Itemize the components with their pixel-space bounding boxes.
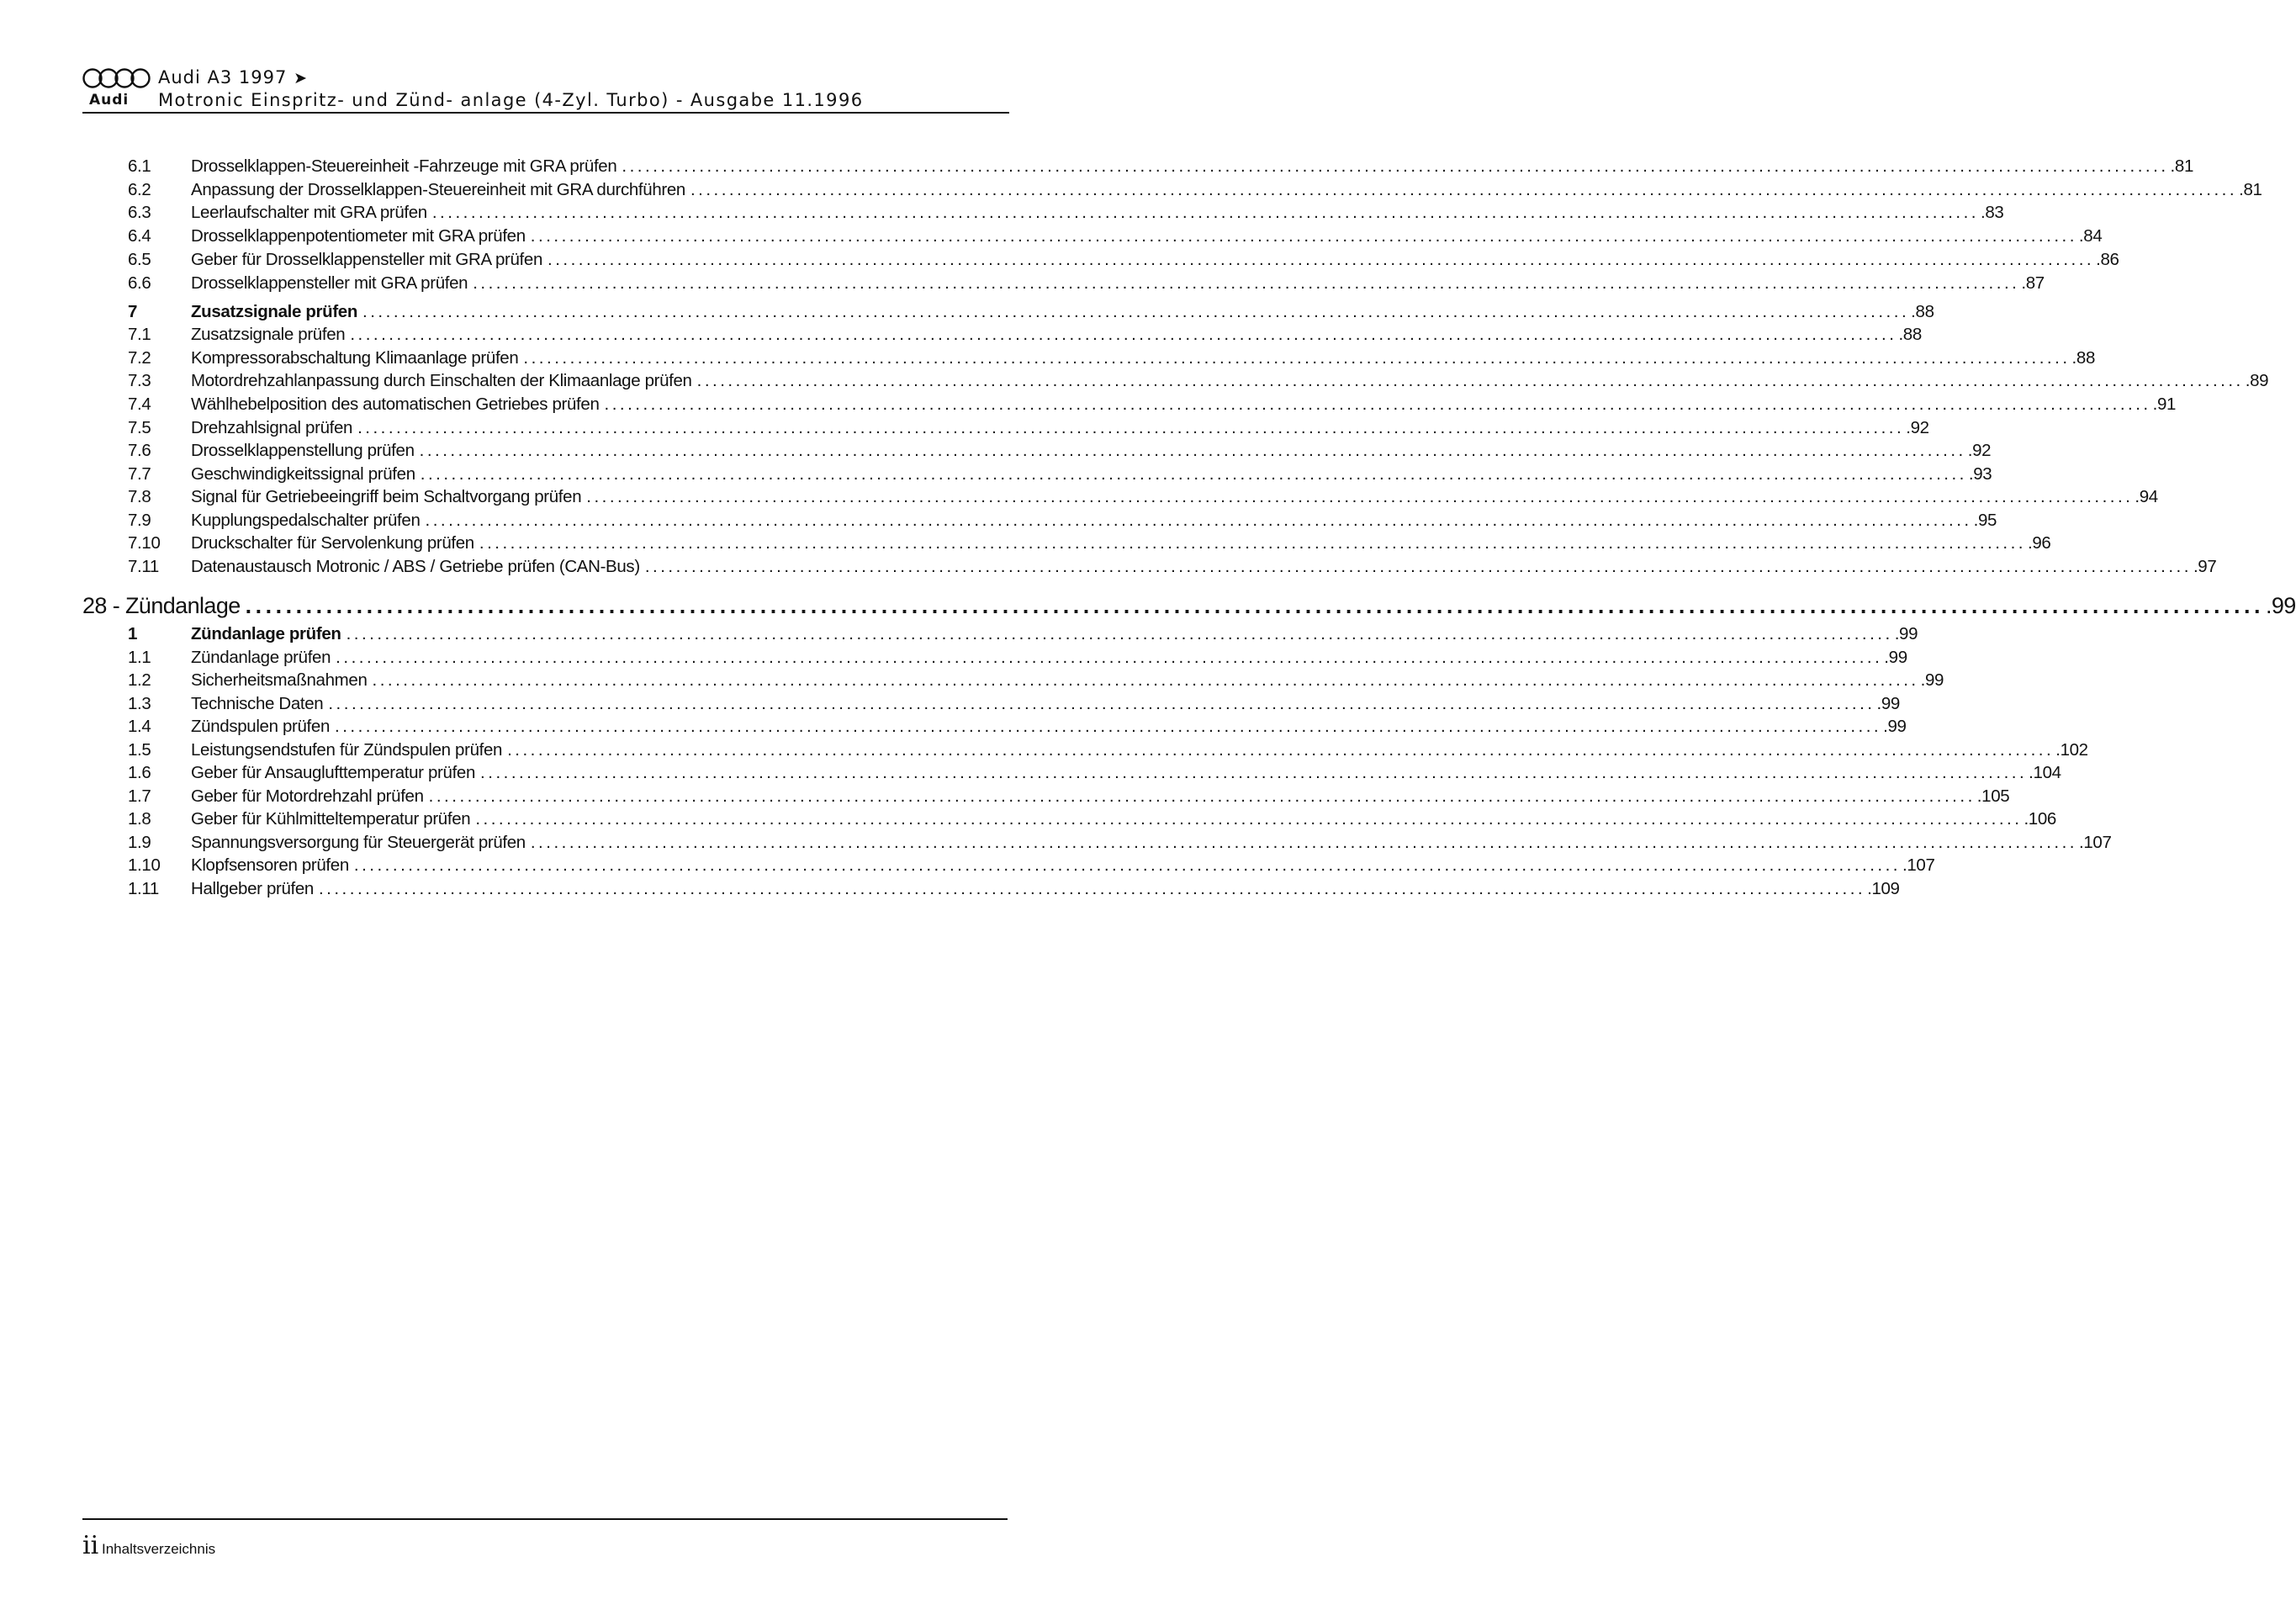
toc-leader-dots: ........................................................................................................................................................................................................ xyxy=(622,156,2169,176)
toc-page-number: 93 xyxy=(1973,464,1992,484)
toc-leader-dots: ........................................................................................................................................................................................................ xyxy=(523,348,2071,368)
toc-leader-dots: ........................................................................................................................................................................................................ xyxy=(431,203,1979,222)
toc-page-ref: .104 xyxy=(2029,763,2061,782)
toc-entry[interactable] xyxy=(128,557,2217,580)
toc-page-number: 99 xyxy=(1924,670,1944,690)
toc-entry-number: 1.6 xyxy=(128,763,151,782)
toc-entry-title: Geber für Drosselklappensteller mit GRA prüfen xyxy=(191,250,543,269)
toc-page-ref: .99 xyxy=(2265,593,2296,618)
toc-page-number: 86 xyxy=(2100,250,2119,269)
toc-entry-number: 7.7 xyxy=(128,464,151,484)
toc-entry-number: 1.10 xyxy=(128,855,161,875)
toc-page-number: 88 xyxy=(1902,325,1922,344)
header-subtitle: Motronic Einspritz- und Zünd- anlage (4-Zyl. Turbo) - Ausgabe 11.1996 xyxy=(158,90,864,110)
toc-leader-dots: ........................................................................................................................................................................................................ xyxy=(362,302,1910,321)
toc-leader-dots: ........................................................................................................................................................................................................ xyxy=(425,511,1972,530)
toc-entry[interactable] xyxy=(128,763,2061,786)
toc-leader-dots: ........................................................................................................................................................................................................ xyxy=(690,180,2238,199)
toc-page-number: 99 xyxy=(1887,717,1907,736)
toc-entry[interactable] xyxy=(128,624,1918,647)
header-model-text: Audi A3 1997 xyxy=(158,67,288,87)
toc-leader-dots: ........................................................................................................................................................................................................ xyxy=(353,855,1902,875)
toc-leader-dots: ........................................................................................................................................................................................................ xyxy=(350,325,1897,344)
toc-entry[interactable] xyxy=(128,250,2119,273)
toc-entry[interactable] xyxy=(128,511,1997,533)
toc-entry-title: Zündanlage prüfen xyxy=(191,648,331,667)
toc-page-ref: .99 xyxy=(1920,670,1944,690)
toc-entry-number: 1.11 xyxy=(128,879,159,898)
toc-entry[interactable] xyxy=(128,156,2193,179)
toc-page-ref: .96 xyxy=(2028,533,2051,553)
toc-page-ref: .87 xyxy=(2021,273,2045,293)
toc-entry-number: 7.9 xyxy=(128,511,151,530)
toc-page-ref: .81 xyxy=(2239,180,2262,199)
toc-entry-title: Anpassung der Drosselklappen-Steuereinheit mit GRA durchführen xyxy=(191,180,685,199)
toc-leader-dots: ........................................................................................................................................................................................................ xyxy=(473,273,2020,293)
toc-entry-title: Drosselklappenpotentiometer mit GRA prüfen xyxy=(191,226,526,246)
toc-leader-dots: ........................................................................................................................................................................................................ xyxy=(644,557,2192,576)
toc-page-ref: .99 xyxy=(1894,624,1918,643)
toc-page-ref: .99 xyxy=(1884,648,1907,667)
toc-page-ref: .88 xyxy=(2071,348,2095,368)
toc-entry-number: 7.1 xyxy=(128,325,151,344)
toc-entry[interactable] xyxy=(128,694,1900,717)
toc-page-ref: .97 xyxy=(2193,557,2217,576)
toc-leader-dots: ........................................................................................................................................................................................................ xyxy=(586,487,2134,506)
toc-entry[interactable] xyxy=(128,786,2010,809)
toc-page-ref: .88 xyxy=(1898,325,1922,344)
toc-page-number: 96 xyxy=(2032,533,2051,553)
arrow-right-icon: ➤ xyxy=(294,69,308,87)
toc-entry-title: Drosselklappen-Steuereinheit -Fahrzeuge mit GRA prüfen xyxy=(191,156,617,176)
toc-page-number: 89 xyxy=(2250,371,2269,390)
toc-chapter[interactable] xyxy=(82,593,2296,622)
toc-page-number: 99 xyxy=(1899,624,1918,643)
toc-leader-dots: ........................................................................................................................................................................................................ xyxy=(420,464,1967,484)
toc-entry[interactable] xyxy=(128,879,1900,902)
toc-entry-title: Wählhebelposition des automatischen Getriebes prüfen xyxy=(191,394,600,414)
toc-page-number: 106 xyxy=(2028,809,2056,829)
toc-leader-dots: ........................................................................................................................................................................................................ xyxy=(548,250,2095,269)
toc-leader-dots: ........................................................................................................................................................................................................ xyxy=(372,670,1919,690)
toc-entry-number: 6.3 xyxy=(128,203,151,222)
toc-leader-dots: ........................................................................................................................................................................................................ xyxy=(480,763,2028,782)
toc-entry-title: Technische Daten xyxy=(191,694,324,713)
toc-page-number: 88 xyxy=(1915,302,1934,321)
toc-entry[interactable] xyxy=(128,325,1922,347)
toc-page-ref: .92 xyxy=(1967,441,1992,460)
toc-leader-dots: ........................................................................................................................................................................................................ xyxy=(428,786,1976,806)
toc-page-ref: .93 xyxy=(1968,464,1992,484)
toc-entry-title: Spannungsversorgung für Steuergerät prüfen xyxy=(191,833,526,852)
toc-page-number: 81 xyxy=(2174,156,2193,176)
toc-page-number: 87 xyxy=(2025,273,2045,293)
toc-entry-number: 6.4 xyxy=(128,226,151,246)
toc-entry-title: Signal für Getriebeeingriff beim Schaltvorgang prüfen xyxy=(191,487,582,506)
toc-page-ref: .88 xyxy=(1911,302,1934,321)
toc-entry-number: 1.5 xyxy=(128,740,151,760)
footer-page-number: ii xyxy=(82,1531,99,1560)
toc-entry-title: Leerlaufschalter mit GRA prüfen xyxy=(191,203,427,222)
audi-logo xyxy=(82,67,151,109)
toc-page-number: 88 xyxy=(2076,348,2095,368)
toc-page-number: 104 xyxy=(2033,763,2061,782)
footer-label: Inhaltsverzeichnis xyxy=(102,1541,216,1557)
toc-entry-title: Geber für Kühlmitteltemperatur prüfen xyxy=(191,809,471,829)
toc-entry[interactable] xyxy=(128,203,2004,225)
page-header xyxy=(82,67,1009,113)
toc-entry[interactable] xyxy=(128,648,1907,670)
toc-page-ref: .84 xyxy=(2078,226,2103,246)
toc-entry[interactable] xyxy=(128,302,1934,325)
toc-entry-title: Klopfsensoren prüfen xyxy=(191,855,349,875)
footer-divider xyxy=(82,1518,1008,1520)
toc-page-ref: .99 xyxy=(1876,694,1900,713)
toc-leader-dots: ........................................................................................................................................................................................................ xyxy=(245,593,2264,618)
toc-page-ref: .109 xyxy=(1867,879,1900,898)
toc-entry-number: 6.6 xyxy=(128,273,151,293)
toc-entry[interactable] xyxy=(128,670,1944,693)
header-model xyxy=(158,67,308,87)
header-divider xyxy=(82,112,1009,114)
toc-entry-number: 7 xyxy=(128,302,138,321)
toc-leader-dots: ........................................................................................................................................................................................................ xyxy=(336,648,1883,667)
toc-page-ref: .92 xyxy=(1906,418,1929,437)
toc-entry-title: Hallgeber prüfen xyxy=(191,879,314,898)
toc-page-number: 92 xyxy=(1910,418,1929,437)
toc-entry-number: 7.8 xyxy=(128,487,151,506)
toc-leader-dots: ........................................................................................................................................................................................................ xyxy=(419,441,1966,460)
toc-entry[interactable] xyxy=(128,394,2177,417)
toc-entry[interactable] xyxy=(128,833,2112,855)
toc-page-ref: .94 xyxy=(2135,487,2158,506)
toc-leader-dots: ........................................................................................................................................................................................................ xyxy=(530,833,2077,852)
toc-page-number: 107 xyxy=(1907,855,1935,875)
toc-entry-number: 7.2 xyxy=(128,348,151,368)
toc-page-ref: .105 xyxy=(1976,786,2010,806)
toc-page-number: 91 xyxy=(2156,394,2177,414)
toc-entry-title: Kupplungspedalschalter prüfen xyxy=(191,511,421,530)
toc-page-number: 81 xyxy=(2243,180,2262,199)
toc-entry-number: 1 xyxy=(128,624,138,643)
toc-page-number: 99 xyxy=(1888,648,1907,667)
toc-page-number: 105 xyxy=(1981,786,2010,806)
toc-entry-title: Geber für Motordrehzahl prüfen xyxy=(191,786,424,806)
toc-page-ref: .91 xyxy=(2152,394,2177,414)
toc-entry-title: Kompressorabschaltung Klimaanlage prüfen xyxy=(191,348,519,368)
toc-entry-title: Druckschalter für Servolenkung prüfen xyxy=(191,533,474,553)
toc-entry-number: 6.1 xyxy=(128,156,151,176)
toc-entry[interactable] xyxy=(128,809,2056,832)
toc-page-number: 102 xyxy=(2060,740,2088,760)
toc-entry[interactable] xyxy=(128,533,2051,556)
toc-entry-number: 7.5 xyxy=(128,418,151,437)
toc-entry[interactable] xyxy=(128,273,2045,296)
toc-entry-title: Drosselklappensteller mit GRA prüfen xyxy=(191,273,468,293)
toc-entry-number: 1.2 xyxy=(128,670,151,690)
toc-entry-title: Drosselklappenstellung prüfen xyxy=(191,441,415,460)
toc-entry-title: Drehzahlsignal prüfen xyxy=(191,418,353,437)
toc-page-number: 109 xyxy=(1871,879,1900,898)
toc-entry-number: 1.9 xyxy=(128,833,151,852)
toc-entry-title: 28 - Zündanlage xyxy=(82,593,241,618)
toc-entry-title: Zündspulen prüfen xyxy=(191,717,331,736)
toc-leader-dots: ........................................................................................................................................................................................................ xyxy=(328,694,1875,713)
toc-page-ref: .95 xyxy=(1973,511,1997,530)
audi-rings-icon xyxy=(82,67,151,89)
toc-page-number: 97 xyxy=(2198,557,2217,576)
toc-page-number: 99 xyxy=(1881,694,1900,713)
toc-leader-dots: ........................................................................................................................................................................................................ xyxy=(604,394,2151,414)
toc-entry-title: Motordrehzahlanpassung durch Einschalten der Klimaanlage prüfen xyxy=(191,371,692,390)
toc-page-number: 83 xyxy=(1985,203,2004,222)
toc-page-ref: .81 xyxy=(2170,156,2193,176)
toc-entry[interactable] xyxy=(128,226,2103,249)
toc-entry[interactable] xyxy=(128,180,2262,203)
toc-page-number: 95 xyxy=(1977,511,1997,530)
toc-entry[interactable] xyxy=(128,418,1929,441)
toc-entry-number: 6.2 xyxy=(128,180,151,199)
toc-entry[interactable] xyxy=(128,740,2088,763)
audi-wordmark: Audi xyxy=(89,92,130,109)
toc-page-number: 107 xyxy=(2083,833,2112,852)
toc-page-ref: .86 xyxy=(2096,250,2119,269)
toc-entry-number: 1.7 xyxy=(128,786,151,806)
toc-page-ref: .107 xyxy=(1902,855,1935,875)
toc-entry[interactable] xyxy=(128,464,1992,487)
toc-leader-dots: ........................................................................................................................................................................................................ xyxy=(475,809,2023,829)
toc-leader-dots: ........................................................................................................................................................................................................ xyxy=(346,624,1893,643)
toc-entry-number: 1.4 xyxy=(128,717,151,736)
toc-entry[interactable] xyxy=(128,717,1907,739)
toc-entry-title: Zusatzsignale prüfen xyxy=(191,302,358,321)
toc-entry-number: 7.11 xyxy=(128,557,159,576)
toc-leader-dots: ........................................................................................................................................................................................................ xyxy=(357,418,1905,437)
toc-page-number: 84 xyxy=(2083,226,2103,246)
toc-page-number: 94 xyxy=(2139,487,2158,506)
toc-page-ref: .102 xyxy=(2055,740,2088,760)
toc-entry-number: 1.1 xyxy=(128,648,151,667)
toc-entry[interactable] xyxy=(128,371,2269,394)
toc-page-number: 92 xyxy=(1972,441,1992,460)
toc-entry-number: 1.3 xyxy=(128,694,151,713)
toc-entry-number: 7.4 xyxy=(128,394,151,414)
toc-entry-title: Datenaustausch Motronic / ABS / Getriebe prüfen (CAN-Bus) xyxy=(191,557,640,576)
toc-entry-number: 7.3 xyxy=(128,371,151,390)
toc-entry[interactable] xyxy=(128,441,1992,463)
toc-entry-title: Geber für Ansauglufttemperatur prüfen xyxy=(191,763,476,782)
toc-entry[interactable] xyxy=(128,348,2095,371)
toc-leader-dots: ........................................................................................................................................................................................................ xyxy=(530,226,2077,246)
toc-page-ref: .107 xyxy=(2078,833,2112,852)
toc-entry[interactable] xyxy=(128,487,2158,510)
toc-leader-dots: ........................................................................................................................................................................................................ xyxy=(479,533,2026,553)
toc-page-ref: .89 xyxy=(2245,371,2269,390)
toc-entry-title: Zündanlage prüfen xyxy=(191,624,341,643)
toc-entry-number: 1.8 xyxy=(128,809,151,829)
toc-entry-number: 7.6 xyxy=(128,441,151,460)
toc-entry-number: 7.10 xyxy=(128,533,161,553)
toc-entry-title: Sicherheitsmaßnahmen xyxy=(191,670,368,690)
toc-leader-dots: ........................................................................................................................................................................................................ xyxy=(318,879,1866,898)
toc-leader-dots: ........................................................................................................................................................................................................ xyxy=(507,740,2055,760)
toc-page-ref: .106 xyxy=(2024,809,2056,829)
toc-entry-title: Geschwindigkeitssignal prüfen xyxy=(191,464,415,484)
toc-page-ref: .99 xyxy=(1883,717,1907,736)
toc-page-ref: .83 xyxy=(1980,203,2004,222)
toc-page-number: 99 xyxy=(2271,593,2296,618)
toc-entry-number: 6.5 xyxy=(128,250,151,269)
toc-entry-title: Zusatzsignale prüfen xyxy=(191,325,346,344)
toc-leader-dots: ........................................................................................................................................................................................................ xyxy=(696,371,2244,390)
toc-leader-dots: ........................................................................................................................................................................................................ xyxy=(335,717,1882,736)
toc-entry[interactable] xyxy=(128,855,1935,878)
toc-entry-title: Leistungsendstufen für Zündspulen prüfen xyxy=(191,740,503,760)
